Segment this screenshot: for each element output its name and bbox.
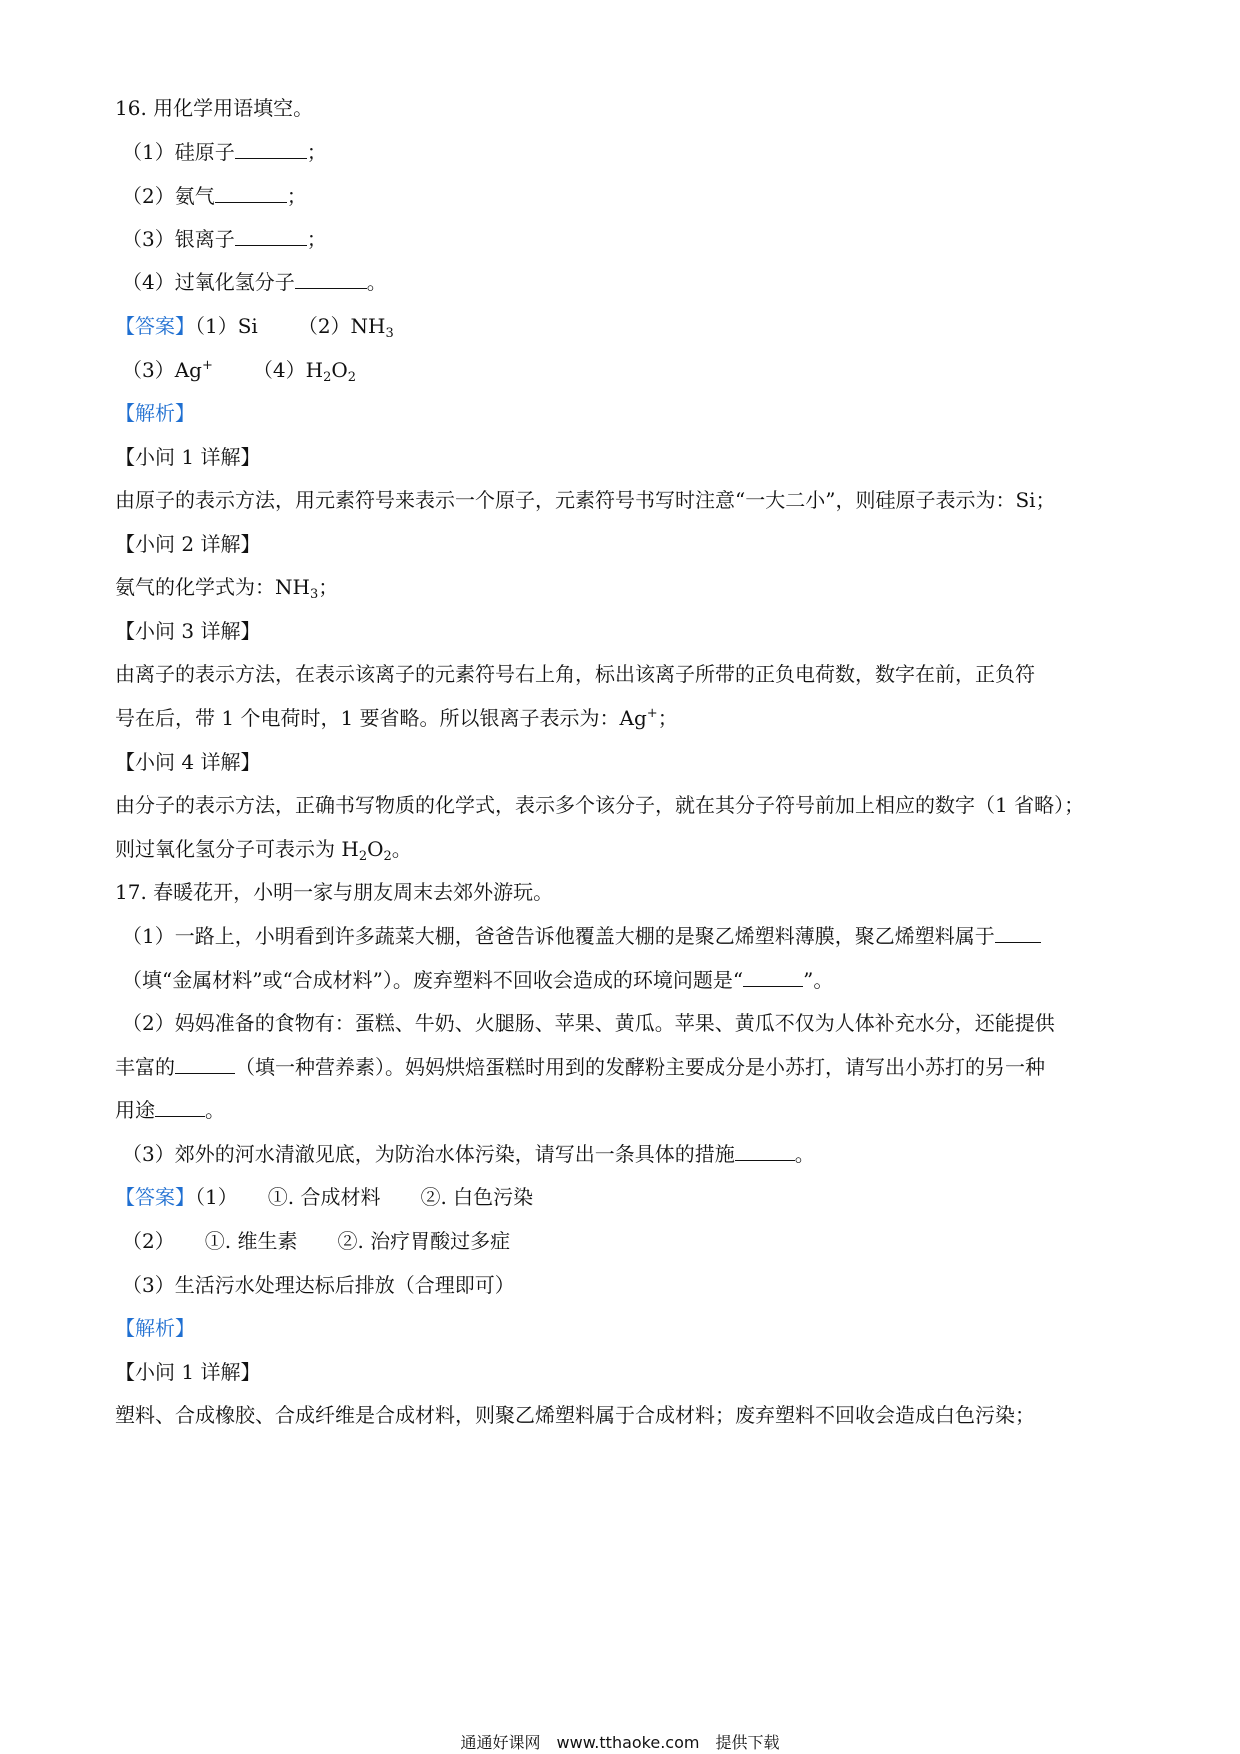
q17-part-2-line-2: 丰富的 （填一种营养素）。妈妈烘焙蛋糕时用到的发酵粉主要成分是小苏打，请写出小苏打的另一种 bbox=[115, 1055, 1045, 1079]
q17-part-2-line-3: 用途 。 bbox=[115, 1098, 225, 1122]
q17-answer-line-2: （2） ①. 维生素 ②. 治疗胃酸过多症 bbox=[122, 1229, 511, 1253]
answer-blank bbox=[735, 1140, 795, 1161]
q16-sub4-heading: 【小问 4 详解】 bbox=[115, 750, 261, 774]
q17-part-3: （3）郊外的河水清澈见底，为防治水体污染，请写出一条具体的措施 。 bbox=[122, 1142, 815, 1166]
answer-tag: 【答案】 bbox=[115, 314, 195, 338]
q16-part-1: （1）硅原子 ； bbox=[122, 140, 327, 164]
answer-blank bbox=[155, 1096, 205, 1117]
q16-sub1-text: 由原子的表示方法，用元素符号来表示一个原子，元素符号书写时注意“一大二小”，则硅原子表示为：Si； bbox=[115, 488, 1056, 512]
answer-tag: 【答案】 bbox=[115, 1185, 195, 1209]
q16-part-2: （2）氨气 ； bbox=[122, 184, 307, 208]
q17-part-1-line-1: （1）一路上，小明看到许多蔬菜大棚，爸爸告诉他覆盖大棚的是聚乙烯塑料薄膜，聚乙烯塑料属于 bbox=[122, 922, 1142, 950]
q16-analysis-tag: 【解析】 bbox=[115, 401, 195, 425]
question-17-title: 17. 春暖花开，小明一家与朋友周末去郊外游玩。 bbox=[115, 880, 554, 904]
question-16-title: 16. 用化学用语填空。 bbox=[115, 96, 314, 120]
q17-answer-line-1: 【答案】（1） ①. 合成材料 ②. 白色污染 bbox=[115, 1185, 534, 1209]
q17-part-1-line-2: （填“金属材料”或“合成材料”）。废弃塑料不回收会造成的环境问题是“ ”。 bbox=[122, 968, 834, 992]
answer-blank bbox=[295, 268, 367, 289]
q16-answer-line-1: 【答案】（1）Si $(2)NH_3$ bbox=[115, 314, 394, 341]
q16-sub3-heading: 【小问 3 详解】 bbox=[115, 619, 261, 643]
q17-answer-line-3: （3）生活污水处理达标后排放（合理即可） bbox=[122, 1273, 515, 1297]
q16-sub1-heading: 【小问 1 详解】 bbox=[115, 445, 261, 469]
answer-blank bbox=[235, 225, 307, 246]
page-footer: 通通好课网 www.tthaoke.com 提供下载 bbox=[460, 1733, 780, 1752]
answer-blank bbox=[175, 1053, 235, 1074]
q16-sub2-heading: 【小问 2 详解】 bbox=[115, 532, 261, 556]
q16-part-4: （4）过氧化氢分子 。 bbox=[122, 270, 387, 294]
q16-sub3-text-1: 由离子的表示方法，在表示该离子的元素符号右上角，标出该离子所带的正负电荷数，数字在前，正负符 bbox=[115, 662, 1035, 686]
q16-sub4-text-1: 由分子的表示方法，正确书写物质的化学式，表示多个该分子，就在其分子符号前加上相应的数字（1 省略）； bbox=[115, 793, 1085, 817]
q16-part-3: （3）银离子 ； bbox=[122, 227, 327, 251]
answer-blank bbox=[743, 966, 803, 987]
q17-analysis-tag: 【解析】 bbox=[115, 1316, 195, 1340]
q16-answer-line-2: （3）Ag+ $(4)H_2O_2$ bbox=[122, 358, 357, 385]
q17-sub1-text: 塑料、合成橡胶、合成纤维是合成材料，则聚乙烯塑料属于合成材料；废弃塑料不回收会造成白色污染； bbox=[115, 1403, 1035, 1427]
answer-blank bbox=[235, 138, 307, 159]
q17-part-2-line-1: （2）妈妈准备的食物有：蛋糕、牛奶、火腿肠、苹果、黄瓜。苹果、黄瓜不仅为人体补充水分，还能提供 bbox=[122, 1011, 1055, 1035]
q16-sub4-text-2: 则过氧化氢分子可表示为 $H_2O_2$。 bbox=[115, 837, 412, 864]
q16-sub3-text-2: 号在后，带 1 个电荷时，1 要省略。所以银离子表示为：Ag+； bbox=[115, 706, 678, 730]
q16-sub2-text: 氨气的化学式为：$NH_3$； bbox=[115, 575, 339, 602]
answer-blank bbox=[995, 922, 1041, 943]
q17-sub1-heading: 【小问 1 详解】 bbox=[115, 1360, 261, 1384]
answer-blank bbox=[215, 182, 287, 203]
